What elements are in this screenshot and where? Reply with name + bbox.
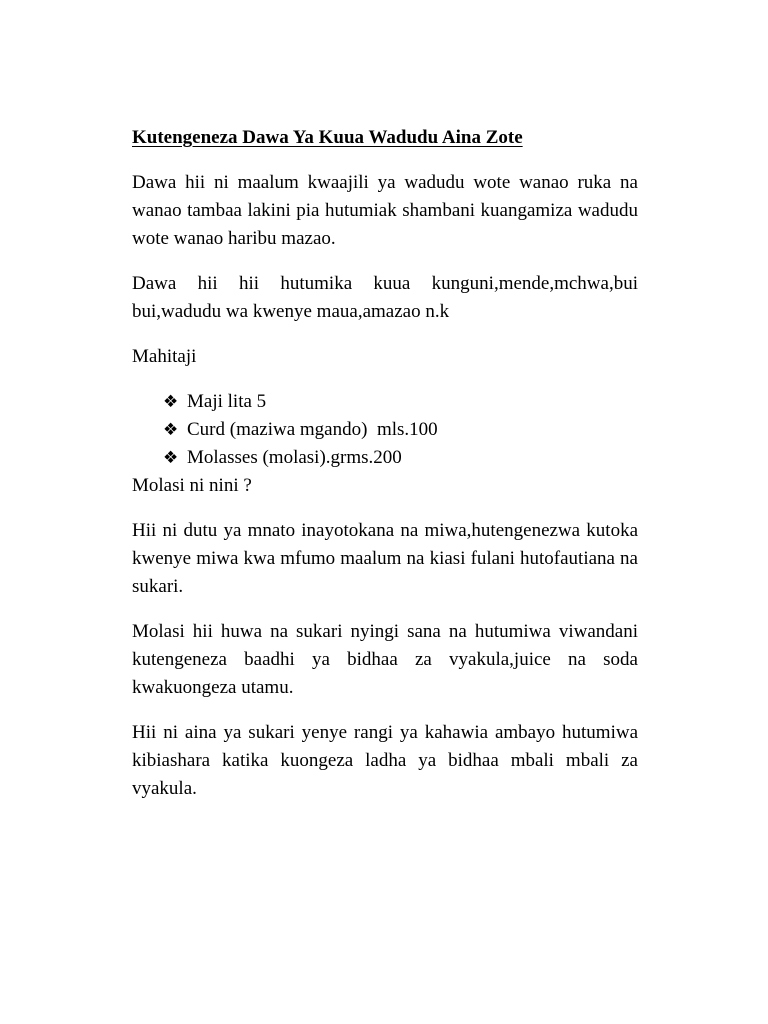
paragraph-definition: Hii ni dutu ya mnato inayotokana na miwa,hutengenezwa kutoka kwenye miwa kwa mfumo maalum na kiasi fulani hutofautiana na sukari. (132, 520, 638, 597)
document-title: Kutengeneza Dawa Ya Kuua Wadudu Aina Zote (132, 127, 523, 148)
requirements-label: Mahitaji (132, 346, 197, 367)
paragraph-description: Hii ni aina ya sukari yenye rangi ya kahawia ambayo hutumiwa kibiashara katika kuongeza ladha ya bidhaa mbali mbali za vyakula. (132, 722, 638, 799)
list-item (163, 388, 638, 416)
question-heading: Molasi ni nini ? (132, 475, 252, 496)
list-item (163, 416, 638, 444)
four-diamond-bullet-icon: ❖ (163, 420, 179, 440)
list-item-text: Maji lita 5 (187, 391, 267, 412)
four-diamond-bullet-icon: ❖ (163, 392, 179, 412)
document-page (132, 124, 638, 820)
list-item-text: Curd (maziwa mgando) mls.100 (187, 419, 438, 440)
list-item (163, 444, 638, 472)
paragraph-uses: Dawa hii hii hutumika kuua kunguni,mende,mchwa,bui bui,wadudu wa kwenye maua,amazao n.k (132, 273, 638, 322)
paragraph-usage: Molasi hii huwa na sukari nyingi sana na hutumiwa viwandani kutengeneza baadhi ya bidhaa za vyakula,juice na soda kwakuongeza utamu. (132, 621, 638, 698)
list-item-text: Molasses (molasi).grms.200 (187, 447, 402, 468)
paragraph-intro: Dawa hii ni maalum kwaajili ya wadudu wote wanao ruka na wanao tambaa lakini pia hutumiak shambani kuangamiza wadudu wote wanao haribu mazao. (132, 172, 638, 249)
requirements-list (132, 388, 638, 472)
four-diamond-bullet-icon: ❖ (163, 448, 179, 468)
